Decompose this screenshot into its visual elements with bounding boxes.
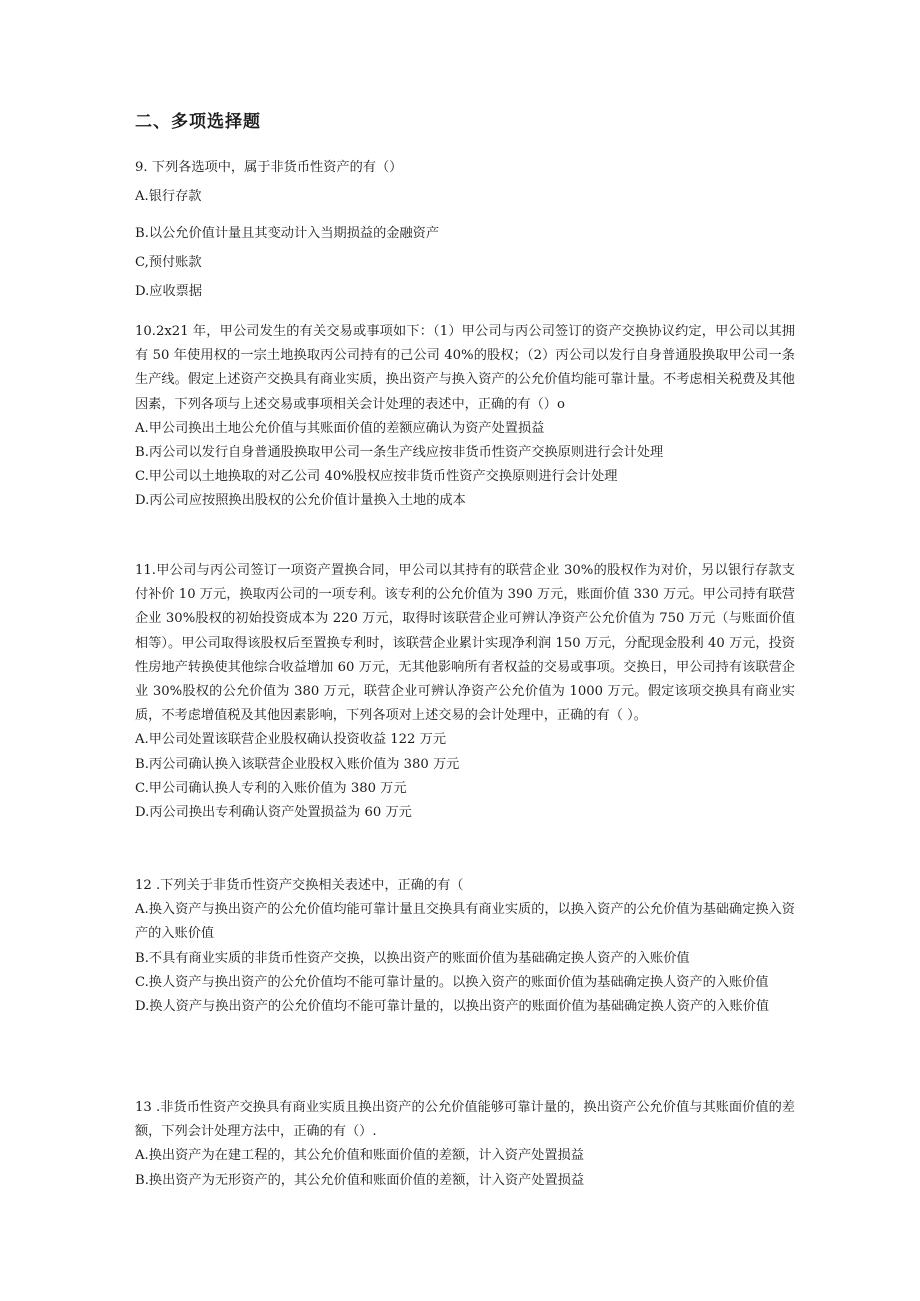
question-11: [135, 559, 795, 825]
question-9: [135, 156, 795, 306]
question-stem: 9. 下列各选项中，属于非货币性资产的有（）: [135, 160, 403, 175]
option-b: B.以公允价值计量且其变动计入当期损益的金融资产: [135, 226, 440, 241]
option-b: B.丙公司确认换入该联营企业股权入账价值为 380 万元: [135, 756, 460, 772]
option-b: B.丙公司以发行自身普通股换取甲公司一条生产线应按非货币性资产交换原则进行会计处理: [135, 445, 664, 461]
question-stem: 12 .下列关于非货币性资产交换相关表述中，正确的有（: [135, 878, 464, 893]
question-10: [135, 320, 795, 514]
option-d: D.应收票据: [135, 284, 203, 299]
question-stem: 10.2x21 年，甲公司发生的有关交易或事项如下：（1）甲公司与丙公司签订的资产交换协议约定，甲公司以其拥有 50 年使用权的一宗土地换取丙公司持有的己公司 40%的股权；（2）丙公司以发行自身普通股换取甲公司一条生产线。假定上述资产交换具有商业实质，换出资产与换入资产的公允价值均能可靠计量。不考虑相关税费及其他因素，下列各项与上述交易或事项相关会计处理的表述中，正确的有（）o: [135, 324, 795, 412]
question-13: [135, 1096, 795, 1193]
option-a: A.甲公司换出土地公允价值与其账面价值的差额应确认为资产处置损益: [135, 420, 545, 436]
option-c: C.甲公司以土地换取的对乙公司 40%股权应按非货币性资产交换原则进行会计处理: [135, 469, 618, 485]
option-a: A.银行存款: [135, 189, 202, 204]
option-c: C.换人资产与换出资产的公允价值均不能可靠计量的。以换入资产的账面价值为基础确定换人资产的入账价值: [135, 974, 769, 990]
question-12: [135, 874, 795, 1019]
option-b: B.换出资产为无形资产的，其公允价值和账面价值的差额，计入资产处置损益: [135, 1172, 585, 1188]
option-a: A.换出资产为在建工程的，其公允价值和账面价值的差额，计入资产处置损益: [135, 1148, 584, 1164]
option-a: A.甲公司处置该联营企业股权确认投资收益 122 万元: [135, 732, 447, 748]
question-stem: 13 .非货币性资产交换具有商业实质且换出资产的公允价值能够可靠计量的，换出资产公允价值与其账面价值的差额，下列会计处理方法中，正确的有（）.: [135, 1100, 795, 1140]
option-b: B.不具有商业实质的非货币性资产交换，以换出资产的账面价值为基础确定换人资产的入账价值: [135, 950, 690, 966]
section-title: 二、多项选择题: [135, 112, 261, 132]
option-d: D.丙公司换出专利确认资产处置损益为 60 万元: [135, 805, 412, 821]
option-a: A.换入资产与换出资产的公允价值均能可靠计量且交换具有商业实质的，以换入资产的公允价值为基础确定换入资产的入账价值: [135, 902, 795, 942]
option-d: D.换人资产与换出资产的公允价值均不能可靠计量的，以换出资产的账面价值为基础确定换人资产的入账价值: [135, 999, 770, 1015]
option-d: D.丙公司应按照换出股权的公允价值计量换入土地的成本: [135, 493, 466, 509]
option-c: C.甲公司确认换人专利的入账价值为 380 万元: [135, 780, 407, 796]
question-stem: 11.甲公司与丙公司签订一项资产置换合同，甲公司以其持有的联营企业 30%的股权作为对价，另以银行存款支付补价 10 万元，换取丙公司的一项专利。该专利的公允价值为 390 万元，账面价值 330 万元。甲公司持有联营企业 30%股权的初始投资成本为 220 万元，取得时该联营企业可辨认净资产公允价值为 750 万元（与账面价值相等）。甲公司取得该股权后至置换专利时，该联营企业累计实现净利润 150 万元，分配现金股利 40 万元，投资性房地产转换使其他综合收益增加 60 万元，无其他影响所有者权益的交易或事项。交换日，甲公司持有该联营企业 30%股权的公允价值为 380 万元，联营企业可辨认净资产公允价值为 1000 万元。假定该项交换具有商业实质，不考虑增值税及其他因素影响，下列各项对上述交易的会计处理中，正确的有（ ）。: [135, 563, 795, 724]
option-c: C,预付账款: [135, 255, 202, 270]
